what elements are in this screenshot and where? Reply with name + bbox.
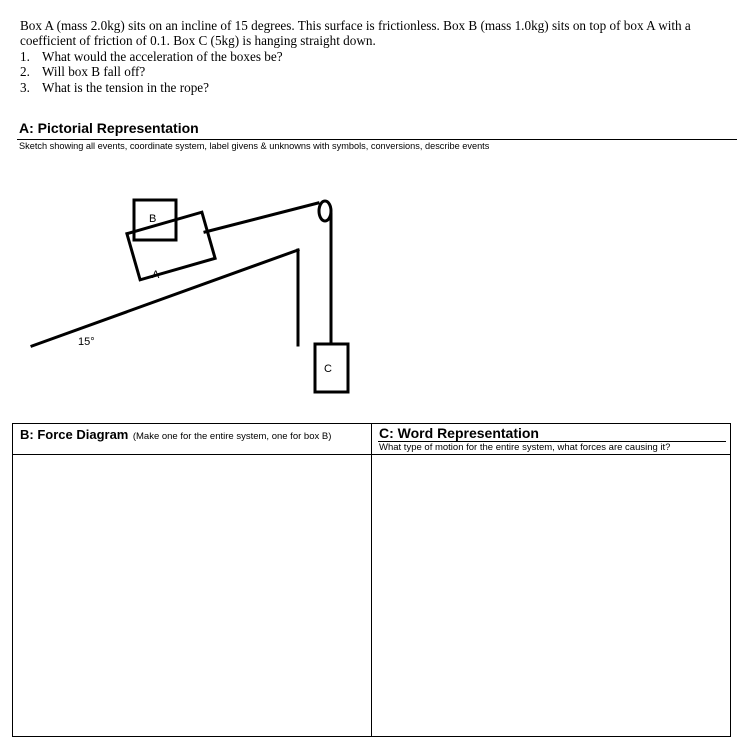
box-c-label: C bbox=[324, 363, 332, 375]
question-number: 3. bbox=[20, 79, 30, 95]
section-b-note: (Make one for the entire system, one for box B) bbox=[132, 431, 332, 442]
question-text: Will box B fall off? bbox=[42, 64, 146, 80]
question-text: What is the tension in the rope? bbox=[42, 79, 209, 95]
problem-statement bbox=[20, 18, 732, 95]
incline-pulley-diagram bbox=[0, 150, 752, 420]
problem-intro: Box A (mass 2.0kg) sits on an incline of 15 degrees. This surface is frictionless. Box B (mass 1.0kg) sits on top of box A with a coefficient of friction of 0.1. Box C (5kg) is hanging straight down. bbox=[20, 18, 691, 49]
section-b-header-rule bbox=[13, 454, 371, 455]
rope-horizontal bbox=[205, 203, 318, 232]
section-c-header-rule bbox=[372, 454, 730, 455]
section-b-header bbox=[20, 426, 331, 444]
question-number: 2. bbox=[20, 64, 30, 80]
answer-grid bbox=[12, 423, 731, 737]
section-a-divider bbox=[17, 139, 737, 140]
pulley-wheel bbox=[319, 201, 331, 221]
question-text: What would the acceleration of the boxes be? bbox=[42, 48, 283, 64]
question-list bbox=[20, 49, 732, 95]
angle-label: 15° bbox=[78, 336, 95, 348]
section-a-title: A: Pictorial Representation bbox=[19, 120, 199, 136]
box-a-label: A bbox=[152, 269, 160, 281]
question-item bbox=[20, 64, 732, 79]
section-c-title: C: Word Representation bbox=[379, 425, 539, 441]
incline-surface bbox=[32, 250, 298, 346]
column-divider bbox=[371, 424, 372, 736]
section-b-title: B: Force Diagram bbox=[20, 427, 129, 442]
section-c-subtitle: What type of motion for the entire system, what forces are causing it? bbox=[379, 442, 671, 453]
box-a bbox=[127, 212, 215, 280]
question-item bbox=[20, 49, 732, 64]
question-number: 1. bbox=[20, 48, 30, 64]
box-b-label: B bbox=[149, 213, 157, 225]
question-item bbox=[20, 80, 732, 95]
section-a-subtitle: Sketch showing all events, coordinate system, label givens & unknowns with symbols, conversions, describe events bbox=[19, 141, 490, 151]
